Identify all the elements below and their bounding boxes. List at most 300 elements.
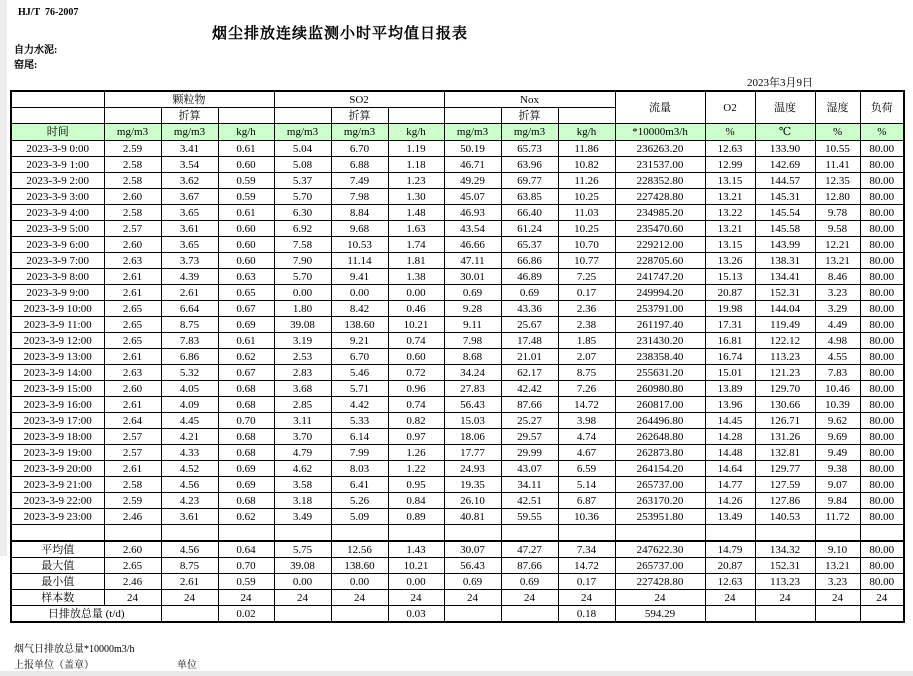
value-cell: 11.26 — [558, 173, 615, 189]
summary-row — [11, 574, 904, 590]
value-cell: 142.69 — [755, 157, 815, 173]
hourly-row — [11, 429, 904, 445]
value-cell: 2.60 — [104, 189, 161, 205]
empty-cell — [705, 525, 755, 542]
hourly-row — [11, 445, 904, 461]
value-cell: 0.60 — [388, 349, 444, 365]
time-cell: 2023-3-9 1:00 — [11, 157, 104, 173]
value-cell: 14.26 — [705, 493, 755, 509]
value-cell: 2.60 — [104, 381, 161, 397]
hourly-row — [11, 493, 904, 509]
value-cell: 0.00 — [274, 574, 331, 590]
value-cell: 3.19 — [274, 333, 331, 349]
value-cell: 0.84 — [388, 493, 444, 509]
value-cell: 6.70 — [331, 349, 388, 365]
value-cell: 14.79 — [705, 541, 755, 558]
corner-cell — [11, 91, 104, 108]
value-cell: 80.00 — [860, 157, 904, 173]
value-cell: 126.71 — [755, 413, 815, 429]
value-cell: 3.23 — [815, 574, 860, 590]
value-cell: 0.62 — [218, 509, 274, 525]
col-header-humidity: 湿度 — [815, 91, 860, 124]
hourly-row — [11, 397, 904, 413]
value-cell: 47.27 — [501, 541, 558, 558]
value-cell: 228705.60 — [615, 253, 705, 269]
unit-cell: mg/m3 — [104, 124, 161, 141]
value-cell: 2.59 — [104, 141, 161, 157]
empty-cell — [501, 525, 558, 542]
value-cell: 113.23 — [755, 574, 815, 590]
value-cell: 7.83 — [815, 365, 860, 381]
value-cell: 80.00 — [860, 541, 904, 558]
units-row — [11, 124, 904, 141]
value-cell: 12.63 — [705, 141, 755, 157]
value-cell: 2.65 — [104, 317, 161, 333]
value-cell: 265737.00 — [615, 477, 705, 493]
value-cell: 3.18 — [274, 493, 331, 509]
value-cell: 56.43 — [444, 397, 501, 413]
value-cell: 260980.80 — [615, 381, 705, 397]
value-cell: 3.29 — [815, 301, 860, 317]
value-cell: 13.21 — [815, 558, 860, 574]
value-cell: 0.00 — [274, 285, 331, 301]
value-cell: 2.38 — [558, 317, 615, 333]
empty-cell — [11, 108, 104, 124]
value-cell: 127.59 — [755, 477, 815, 493]
value-cell: 119.49 — [755, 317, 815, 333]
value-cell: 2.83 — [274, 365, 331, 381]
value-cell: 5.32 — [161, 365, 218, 381]
value-cell: 15.13 — [705, 269, 755, 285]
daily-total-row — [11, 606, 904, 623]
unit-cell: % — [705, 124, 755, 141]
value-cell: 24 — [274, 590, 331, 606]
col-group-pm: 颗粒物 — [104, 91, 274, 108]
empty-cell — [815, 525, 860, 542]
value-cell: 10.25 — [558, 189, 615, 205]
value-cell: 2.07 — [558, 349, 615, 365]
value-cell: 11.72 — [815, 509, 860, 525]
value-cell: 0.00 — [331, 574, 388, 590]
time-cell: 2023-3-9 18:00 — [11, 429, 104, 445]
unit-cell: % — [860, 124, 904, 141]
summary-label: 最大值 — [11, 558, 104, 574]
hourly-row — [11, 189, 904, 205]
value-cell: 34.24 — [444, 365, 501, 381]
value-cell: 264496.80 — [615, 413, 705, 429]
value-cell: 6.30 — [274, 205, 331, 221]
value-cell: 80.00 — [860, 365, 904, 381]
value-cell: 63.85 — [501, 189, 558, 205]
time-cell: 2023-3-9 10:00 — [11, 301, 104, 317]
value-cell: 241747.20 — [615, 269, 705, 285]
time-cell: 2023-3-9 14:00 — [11, 365, 104, 381]
value-cell: 1.74 — [388, 237, 444, 253]
value-cell: 6.14 — [331, 429, 388, 445]
value-cell: 87.66 — [501, 558, 558, 574]
value-cell: 8.46 — [815, 269, 860, 285]
value-cell: 12.35 — [815, 173, 860, 189]
summary-row — [11, 590, 904, 606]
value-cell: 2.61 — [161, 574, 218, 590]
value-cell: 80.00 — [860, 493, 904, 509]
value-cell: 12.56 — [331, 541, 388, 558]
value-cell: 43.54 — [444, 221, 501, 237]
value-cell: 24 — [104, 590, 161, 606]
value-cell: 25.67 — [501, 317, 558, 333]
value-cell: 1.26 — [388, 445, 444, 461]
value-cell: 143.99 — [755, 237, 815, 253]
value-cell: 0.72 — [388, 365, 444, 381]
value-cell: 138.60 — [331, 558, 388, 574]
value-cell: 0.59 — [218, 574, 274, 590]
value-cell: 144.04 — [755, 301, 815, 317]
value-cell: 11.41 — [815, 157, 860, 173]
value-cell: 80.00 — [860, 189, 904, 205]
empty-cell — [755, 525, 815, 542]
daily-total-label: 日排放总量 (t/d) — [11, 606, 161, 623]
value-cell — [331, 606, 388, 623]
value-cell: 65.73 — [501, 141, 558, 157]
empty-cell — [104, 525, 161, 542]
value-cell: 80.00 — [860, 221, 904, 237]
value-cell: 0.82 — [388, 413, 444, 429]
value-cell — [705, 606, 755, 623]
value-cell: 1.81 — [388, 253, 444, 269]
value-cell: 21.01 — [501, 349, 558, 365]
value-cell: 1.48 — [388, 205, 444, 221]
value-cell: 24 — [755, 590, 815, 606]
summary-label: 样本数 — [11, 590, 104, 606]
value-cell: 3.23 — [815, 285, 860, 301]
unit-cell: ℃ — [755, 124, 815, 141]
value-cell: 13.26 — [705, 253, 755, 269]
value-cell: 4.05 — [161, 381, 218, 397]
value-cell: 47.11 — [444, 253, 501, 269]
value-cell: 9.38 — [815, 461, 860, 477]
value-cell: 134.32 — [755, 541, 815, 558]
value-cell: 7.26 — [558, 381, 615, 397]
value-cell: 63.96 — [501, 157, 558, 173]
col-header-flow: 流量 — [615, 91, 705, 124]
value-cell: 19.98 — [705, 301, 755, 317]
value-cell: 152.31 — [755, 558, 815, 574]
table-body — [11, 141, 904, 623]
value-cell: 13.15 — [705, 173, 755, 189]
time-cell: 2023-3-9 13:00 — [11, 349, 104, 365]
value-cell: 2.46 — [104, 509, 161, 525]
value-cell: 0.00 — [388, 285, 444, 301]
empty-cell — [161, 525, 218, 542]
value-cell: 130.66 — [755, 397, 815, 413]
value-cell: 7.90 — [274, 253, 331, 269]
empty-cell — [218, 525, 274, 542]
value-cell: 0.17 — [558, 574, 615, 590]
hourly-row — [11, 349, 904, 365]
value-cell: 0.68 — [218, 429, 274, 445]
value-cell: 1.19 — [388, 141, 444, 157]
value-cell: 2.58 — [104, 477, 161, 493]
value-cell: 0.67 — [218, 365, 274, 381]
value-cell: 234985.20 — [615, 205, 705, 221]
value-cell: 24 — [388, 590, 444, 606]
value-cell: 4.56 — [161, 477, 218, 493]
value-cell: 227428.80 — [615, 574, 705, 590]
value-cell: 3.73 — [161, 253, 218, 269]
pm-conversion-label: 折算 — [161, 108, 218, 124]
value-cell: 5.37 — [274, 173, 331, 189]
value-cell: 56.43 — [444, 558, 501, 574]
value-cell: 7.98 — [331, 189, 388, 205]
value-cell: 231430.20 — [615, 333, 705, 349]
value-cell: 2.60 — [104, 541, 161, 558]
summary-label: 最小值 — [11, 574, 104, 590]
value-cell: 8.75 — [161, 317, 218, 333]
value-cell: 6.41 — [331, 477, 388, 493]
time-cell: 2023-3-9 19:00 — [11, 445, 104, 461]
time-cell: 2023-3-9 8:00 — [11, 269, 104, 285]
value-cell: 29.99 — [501, 445, 558, 461]
value-cell: 0.69 — [444, 574, 501, 590]
value-cell: 2.63 — [104, 253, 161, 269]
value-cell: 8.75 — [558, 365, 615, 381]
value-cell: 2.58 — [104, 173, 161, 189]
value-cell: 13.22 — [705, 205, 755, 221]
value-cell: 0.61 — [218, 205, 274, 221]
value-cell: 131.26 — [755, 429, 815, 445]
value-cell: 263170.20 — [615, 493, 705, 509]
value-cell: 0.02 — [218, 606, 274, 623]
value-cell: 0.74 — [388, 333, 444, 349]
value-cell: 40.81 — [444, 509, 501, 525]
time-cell: 2023-3-9 9:00 — [11, 285, 104, 301]
value-cell — [755, 606, 815, 623]
value-cell: 132.81 — [755, 445, 815, 461]
value-cell: 0.89 — [388, 509, 444, 525]
value-cell: 138.31 — [755, 253, 815, 269]
value-cell: 14.48 — [705, 445, 755, 461]
scan-edge-left — [0, 0, 7, 556]
value-cell: 3.65 — [161, 237, 218, 253]
value-cell: 5.33 — [331, 413, 388, 429]
value-cell: 2.65 — [104, 333, 161, 349]
value-cell: 0.69 — [218, 477, 274, 493]
value-cell: 39.08 — [274, 558, 331, 574]
value-cell: 7.98 — [444, 333, 501, 349]
value-cell: 228352.80 — [615, 173, 705, 189]
value-cell: 42.51 — [501, 493, 558, 509]
time-cell: 2023-3-9 0:00 — [11, 141, 104, 157]
value-cell: 13.21 — [705, 189, 755, 205]
value-cell: 9.41 — [331, 269, 388, 285]
value-cell: 6.70 — [331, 141, 388, 157]
value-cell: 24 — [444, 590, 501, 606]
value-cell: 9.62 — [815, 413, 860, 429]
hourly-row — [11, 157, 904, 173]
value-cell: 1.30 — [388, 189, 444, 205]
value-cell: 16.81 — [705, 333, 755, 349]
value-cell: 80.00 — [860, 173, 904, 189]
value-cell: 247622.30 — [615, 541, 705, 558]
value-cell — [860, 606, 904, 623]
value-cell: 2.59 — [104, 493, 161, 509]
value-cell: 80.00 — [860, 285, 904, 301]
value-cell: 0.95 — [388, 477, 444, 493]
value-cell: 2.85 — [274, 397, 331, 413]
value-cell: 1.63 — [388, 221, 444, 237]
value-cell: 7.49 — [331, 173, 388, 189]
value-cell: 10.46 — [815, 381, 860, 397]
empty-cell — [388, 525, 444, 542]
value-cell: 2.63 — [104, 365, 161, 381]
value-cell: 8.84 — [331, 205, 388, 221]
value-cell: 9.78 — [815, 205, 860, 221]
value-cell: 2.61 — [104, 349, 161, 365]
value-cell: 80.00 — [860, 574, 904, 590]
header-group-row — [11, 91, 904, 108]
value-cell: 26.10 — [444, 493, 501, 509]
value-cell: 231537.00 — [615, 157, 705, 173]
value-cell: 13.89 — [705, 381, 755, 397]
value-cell: 255631.20 — [615, 365, 705, 381]
value-cell: 253951.80 — [615, 509, 705, 525]
value-cell: 4.45 — [161, 413, 218, 429]
page-title: 烟尘排放连续监测小时平均值日报表 — [211, 26, 468, 42]
value-cell: 5.09 — [331, 509, 388, 525]
value-cell: 262873.80 — [615, 445, 705, 461]
value-cell: 2.57 — [104, 445, 161, 461]
hourly-row — [11, 413, 904, 429]
value-cell: 30.01 — [444, 269, 501, 285]
time-cell: 2023-3-9 7:00 — [11, 253, 104, 269]
value-cell: 129.70 — [755, 381, 815, 397]
value-cell: 6.92 — [274, 221, 331, 237]
value-cell: 9.69 — [815, 429, 860, 445]
value-cell: 46.71 — [444, 157, 501, 173]
value-cell: 66.40 — [501, 205, 558, 221]
value-cell: 2.57 — [104, 429, 161, 445]
value-cell: 8.42 — [331, 301, 388, 317]
value-cell: 2.61 — [104, 461, 161, 477]
value-cell: 1.80 — [274, 301, 331, 317]
time-cell: 2023-3-9 22:00 — [11, 493, 104, 509]
value-cell: 0.60 — [218, 221, 274, 237]
empty-cell — [11, 525, 104, 542]
value-cell: 265737.00 — [615, 558, 705, 574]
value-cell: 11.14 — [331, 253, 388, 269]
value-cell: 5.70 — [274, 189, 331, 205]
value-cell: 3.61 — [161, 221, 218, 237]
value-cell: 19.35 — [444, 477, 501, 493]
hourly-row — [11, 237, 904, 253]
value-cell: 140.53 — [755, 509, 815, 525]
value-cell: 7.83 — [161, 333, 218, 349]
time-cell: 2023-3-9 23:00 — [11, 509, 104, 525]
value-cell: 80.00 — [860, 253, 904, 269]
value-cell: 134.41 — [755, 269, 815, 285]
value-cell: 129.77 — [755, 461, 815, 477]
value-cell: 2.61 — [161, 285, 218, 301]
value-cell: 10.36 — [558, 509, 615, 525]
value-cell: 80.00 — [860, 413, 904, 429]
value-cell: 13.96 — [705, 397, 755, 413]
value-cell: 24 — [705, 590, 755, 606]
value-cell: 80.00 — [860, 381, 904, 397]
value-cell: 145.54 — [755, 205, 815, 221]
empty-cell — [388, 108, 444, 124]
value-cell — [815, 606, 860, 623]
value-cell: 87.66 — [501, 397, 558, 413]
value-cell: 4.67 — [558, 445, 615, 461]
value-cell: 1.18 — [388, 157, 444, 173]
value-cell: 10.25 — [558, 221, 615, 237]
value-cell: 20.87 — [705, 285, 755, 301]
col-header-load: 负荷 — [860, 91, 904, 124]
value-cell: 4.49 — [815, 317, 860, 333]
value-cell: 15.03 — [444, 413, 501, 429]
value-cell: 227428.80 — [615, 189, 705, 205]
value-cell: 2.58 — [104, 157, 161, 173]
value-cell: 7.34 — [558, 541, 615, 558]
value-cell: 0.63 — [218, 269, 274, 285]
value-cell: 16.74 — [705, 349, 755, 365]
value-cell: 0.64 — [218, 541, 274, 558]
value-cell: 138.60 — [331, 317, 388, 333]
value-cell: 253791.00 — [615, 301, 705, 317]
empty-cell — [444, 525, 501, 542]
value-cell: 127.86 — [755, 493, 815, 509]
value-cell: 0.46 — [388, 301, 444, 317]
col-header-temp: 温度 — [755, 91, 815, 124]
value-cell: 5.26 — [331, 493, 388, 509]
value-cell: 0.70 — [218, 413, 274, 429]
value-cell: 2.65 — [104, 558, 161, 574]
time-cell: 2023-3-9 12:00 — [11, 333, 104, 349]
time-column-header: 时间 — [11, 124, 104, 141]
time-cell: 2023-3-9 16:00 — [11, 397, 104, 413]
reporting-unit-label: 上报单位（盖章） — [14, 660, 94, 671]
time-cell: 2023-3-9 11:00 — [11, 317, 104, 333]
value-cell: 2.61 — [104, 269, 161, 285]
value-cell: 66.86 — [501, 253, 558, 269]
value-cell: 7.25 — [558, 269, 615, 285]
time-cell: 2023-3-9 6:00 — [11, 237, 104, 253]
value-cell: 4.74 — [558, 429, 615, 445]
value-cell: 24 — [815, 590, 860, 606]
value-cell: 9.68 — [331, 221, 388, 237]
value-cell: 4.09 — [161, 397, 218, 413]
unit-cell: *10000m3/h — [615, 124, 705, 141]
value-cell: 5.71 — [331, 381, 388, 397]
summary-row — [11, 541, 904, 558]
hourly-row — [11, 477, 904, 493]
value-cell: 24 — [331, 590, 388, 606]
value-cell: 5.75 — [274, 541, 331, 558]
unit-cell: kg/h — [388, 124, 444, 141]
value-cell: 1.85 — [558, 333, 615, 349]
value-cell: 46.66 — [444, 237, 501, 253]
value-cell: 9.11 — [444, 317, 501, 333]
value-cell: 3.61 — [161, 509, 218, 525]
value-cell: 5.46 — [331, 365, 388, 381]
value-cell: 61.24 — [501, 221, 558, 237]
value-cell: 264154.20 — [615, 461, 705, 477]
value-cell: 24.93 — [444, 461, 501, 477]
value-cell: 145.31 — [755, 189, 815, 205]
value-cell: 27.83 — [444, 381, 501, 397]
value-cell: 9.21 — [331, 333, 388, 349]
value-cell: 236263.20 — [615, 141, 705, 157]
